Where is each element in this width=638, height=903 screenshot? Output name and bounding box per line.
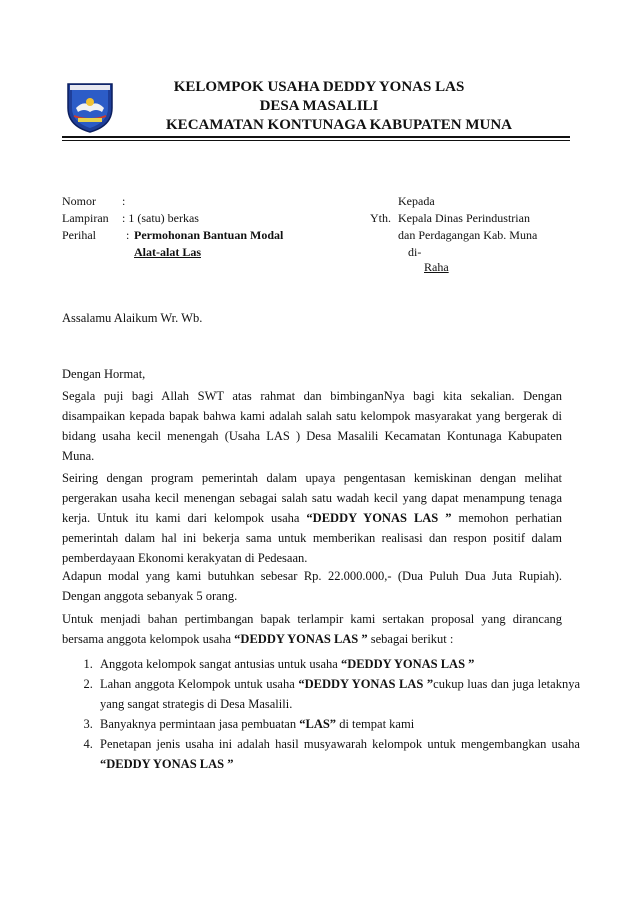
recipient-city: Raha	[424, 260, 449, 274]
list-item-bold: “LAS”	[299, 717, 337, 731]
group-name-bold: “DEDDY YONAS LAS ”	[234, 632, 368, 646]
list-item-bold: “DEDDY YONAS LAS ”	[100, 757, 234, 771]
perihal-label: Perihal	[62, 228, 96, 242]
org-name: KELOMPOK USAHA DEDDY YONAS LAS	[173, 79, 465, 95]
group-name-bold: “DEDDY YONAS LAS ”	[306, 511, 452, 525]
perihal-value: Permohonan Bantuan Modal	[134, 228, 284, 242]
header-rule-thick	[62, 136, 570, 138]
list-item-text: di tempat kami	[336, 717, 415, 731]
paragraph-4	[62, 609, 562, 649]
paragraph-4-text-a: Untuk menjadi bahan pertimbangan bapak terlampir kami sertakan proposal yang dirancang bersama anggota kelompok usaha	[62, 612, 562, 646]
list-item-bold: “DEDDY YONAS LAS ”	[340, 657, 475, 671]
lampiran-label: Lampiran	[62, 211, 109, 225]
kepada-label: Kepada	[398, 194, 435, 208]
list-item-text: Anggota kelompok sangat antusias untuk usaha	[100, 657, 341, 671]
paragraph-1	[62, 386, 562, 466]
header-rule-thin	[62, 140, 570, 141]
nomor-label: Nomor	[62, 194, 96, 208]
list-item-bold: “DEDDY YONAS LAS ”	[298, 677, 434, 691]
nomor-value: :	[122, 194, 126, 208]
district-name: KECAMATAN KONTUNAGA KABUPATEN MUNA	[166, 117, 512, 133]
perihal-colon: :	[126, 228, 130, 242]
paragraph-2-text-a: Seiring dengan program pemerintah dalam upaya pengentasan kemiskinan dengan melihat pergerakan usaha kecil menengan sebagai salah satu wadah kecil yang dapat menampung tenaga kerja. Untuk itu kami dari kelompok usaha	[62, 471, 562, 525]
list-item-text: cukup luas dan juga letaknya yang sangat strategis di Desa Masalili.	[100, 677, 580, 711]
list-item	[96, 714, 580, 734]
paragraph-1-text: Segala puji bagi Allah SWT atas rahmat dan bimbinganNya bagi kita sekalian. Dengan disampaikan kepada bapak bahwa kami adalah salah satu kelompok masyarakat yang bergerak di bidang usaha kecil menengah (Usaha LAS ) Desa Masalili Kecamatan Kontunaga Kabupaten Muna.	[62, 389, 562, 463]
lampiran-value: : 1 (satu) berkas	[122, 211, 199, 225]
recipient-line2: dan Perdagangan Kab. Muna	[398, 228, 538, 242]
list-item-text: Banyaknya permintaan jasa pembuatan	[100, 717, 300, 731]
paragraph-2-text-b: memohon perhatian pemerintah dalam hal ini bekerja sama untuk memberikan realisasi dan respon positif dalam pemberdayaan Ekonomi kerakyatan di Pedesaan.	[62, 511, 563, 565]
greeting: Assalamu Alaikum Wr. Wb.	[62, 311, 203, 325]
salutation: Dengan Hormat,	[62, 367, 146, 381]
paragraph-2	[62, 468, 562, 568]
recipient-line1: Kepala Dinas Perindustrian	[398, 211, 530, 225]
list-item-text: Lahan anggota Kelompok untuk usaha	[100, 677, 299, 691]
list-item	[96, 734, 580, 774]
paragraph-4-text-b: sebagai berikut :	[367, 632, 454, 646]
paragraph-3	[62, 566, 562, 606]
list-item	[96, 674, 580, 714]
paragraph-3-text: Adapun modal yang kami butuhkan sebesar Rp. 22.000.000,- (Dua Puluh Dua Juta Rupiah). Dengan anggota sebanyak 5 orang.	[62, 569, 562, 603]
list-item-text: Penetapan jenis usaha ini adalah hasil musyawarah kelompok untuk mengembangkan usaha	[100, 737, 580, 751]
reasons-list	[78, 654, 580, 774]
village-name: DESA MASALILI	[259, 98, 379, 114]
yth-label: Yth.	[370, 211, 391, 225]
list-item	[96, 654, 580, 674]
perihal-value-2: Alat-alat Las	[134, 245, 201, 259]
recipient-di: di-	[408, 245, 422, 259]
